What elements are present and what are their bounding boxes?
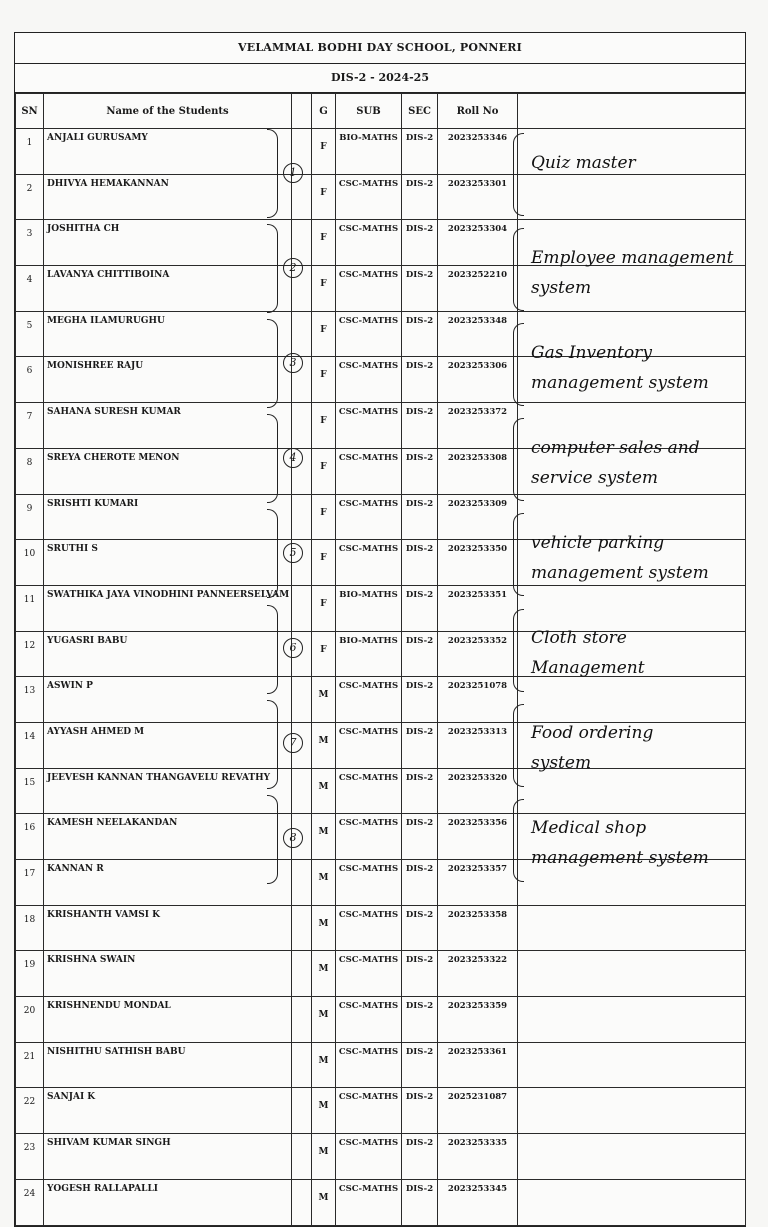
- student-roll: 2023253357: [438, 860, 518, 906]
- student-gender: M: [312, 1042, 336, 1088]
- student-gender: M: [312, 951, 336, 997]
- project-title-line1: Food ordering: [531, 723, 654, 744]
- student-sn: 17: [16, 860, 44, 906]
- student-name: SANJAI K: [44, 1088, 292, 1134]
- student-name: KRISHNENDU MONDAL: [44, 997, 292, 1043]
- project-title-line1: Gas Inventory: [531, 342, 652, 363]
- student-roll: 2023253352: [438, 631, 518, 677]
- student-roll: 2025231087: [438, 1088, 518, 1134]
- student-name: JOSHITHA CH: [44, 220, 292, 266]
- group-marker-cell: [292, 860, 312, 906]
- student-subject: CSC-MATHS: [336, 266, 402, 312]
- student-subject: CSC-MATHS: [336, 1179, 402, 1225]
- student-subject: CSC-MATHS: [336, 1134, 402, 1180]
- student-sn: 11: [16, 585, 44, 631]
- group-number-circle: 2: [283, 258, 303, 278]
- col-gender: G: [312, 94, 336, 129]
- student-subject: CSC-MATHS: [336, 540, 402, 586]
- student-section: DIS-2: [402, 585, 438, 631]
- student-subject: CSC-MATHS: [336, 357, 402, 403]
- student-section: DIS-2: [402, 357, 438, 403]
- student-subject: CSC-MATHS: [336, 1042, 402, 1088]
- project-title-line1: Medical shop: [531, 818, 647, 839]
- project-title-line2: system: [531, 753, 592, 774]
- student-roll: 2023253320: [438, 768, 518, 814]
- group-marker-cell: [292, 768, 312, 814]
- group-marker-cell: [292, 905, 312, 951]
- student-name: ANJALI GURUSAMY: [44, 129, 292, 175]
- group-number-circle: 3: [283, 353, 303, 373]
- project-brace: [513, 323, 524, 406]
- student-section: DIS-2: [402, 311, 438, 357]
- project-cell: [518, 1042, 746, 1088]
- group-brace: [267, 605, 278, 694]
- student-roll: 2023253301: [438, 174, 518, 220]
- project-title-line1: Cloth store: [531, 628, 627, 649]
- student-section: DIS-2: [402, 814, 438, 860]
- student-name: ASWIN P: [44, 677, 292, 723]
- student-name: YOGESH RALLAPALLI: [44, 1179, 292, 1225]
- student-gender: F: [312, 585, 336, 631]
- student-gender: M: [312, 860, 336, 906]
- project-brace: [513, 799, 524, 882]
- student-section: DIS-2: [402, 997, 438, 1043]
- student-sn: 1: [16, 129, 44, 175]
- student-subject: CSC-MATHS: [336, 905, 402, 951]
- group-marker-cell: [292, 403, 312, 449]
- student-name: MONISHREE RAJU: [44, 357, 292, 403]
- student-sn: 19: [16, 951, 44, 997]
- student-roll: 2023253346: [438, 129, 518, 175]
- student-name: SRUTHI S: [44, 540, 292, 586]
- group-number-circle: 1: [283, 163, 303, 183]
- student-name: AYYASH AHMED M: [44, 722, 292, 768]
- student-subject: CSC-MATHS: [336, 220, 402, 266]
- col-name: Name of the Students: [44, 94, 292, 129]
- group-marker-cell: [292, 494, 312, 540]
- student-gender: M: [312, 814, 336, 860]
- student-gender: M: [312, 1134, 336, 1180]
- col-section: SEC: [402, 94, 438, 129]
- table-row: [16, 1042, 746, 1088]
- student-sn: 6: [16, 357, 44, 403]
- group-marker-cell: [292, 951, 312, 997]
- table-row: [16, 174, 746, 220]
- project-title-line2: system: [531, 277, 592, 298]
- student-sn: 14: [16, 722, 44, 768]
- student-name: SREYA CHEROTE MENON: [44, 448, 292, 494]
- student-section: DIS-2: [402, 1088, 438, 1134]
- student-roll: 2023253304: [438, 220, 518, 266]
- group-marker-cell: [292, 1134, 312, 1180]
- student-name: LAVANYA CHITTIBOINA: [44, 266, 292, 312]
- group-marker-cell: [292, 1179, 312, 1225]
- project-title-line2: management system: [531, 563, 709, 584]
- project-cell: [518, 174, 746, 220]
- student-section: DIS-2: [402, 951, 438, 997]
- student-name: SWATHIKA JAYA VINODHINI PANNEERSELVAM: [44, 585, 292, 631]
- student-roll: 2023253335: [438, 1134, 518, 1180]
- group-number-circle: 6: [283, 638, 303, 658]
- project-cell: [518, 768, 746, 814]
- student-section: DIS-2: [402, 174, 438, 220]
- col-group-marker: [292, 94, 312, 129]
- project-brace: [513, 704, 524, 787]
- project-cell: [518, 1179, 746, 1225]
- student-section: DIS-2: [402, 129, 438, 175]
- student-section: DIS-2: [402, 220, 438, 266]
- student-sn: 10: [16, 540, 44, 586]
- group-marker-cell: [292, 311, 312, 357]
- table-header-row: [16, 94, 746, 129]
- student-sn: 23: [16, 1134, 44, 1180]
- student-subject: CSC-MATHS: [336, 860, 402, 906]
- student-gender: F: [312, 174, 336, 220]
- student-sn: 9: [16, 494, 44, 540]
- student-sn: 5: [16, 311, 44, 357]
- group-number-circle: 7: [283, 733, 303, 753]
- table-row: [16, 1088, 746, 1134]
- student-gender: M: [312, 768, 336, 814]
- table-row: [16, 677, 746, 723]
- student-subject: CSC-MATHS: [336, 494, 402, 540]
- student-name: KANNAN R: [44, 860, 292, 906]
- student-gender: F: [312, 357, 336, 403]
- group-brace: [267, 414, 278, 503]
- project-cell: [518, 585, 746, 631]
- student-roll: 2023253306: [438, 357, 518, 403]
- student-name: KRISHANTH VAMSI K: [44, 905, 292, 951]
- student-subject: CSC-MATHS: [336, 997, 402, 1043]
- student-sn: 21: [16, 1042, 44, 1088]
- student-roll: 2023253309: [438, 494, 518, 540]
- project-brace: [513, 418, 524, 501]
- table-row: [16, 1179, 746, 1225]
- student-roll: 2023253361: [438, 1042, 518, 1088]
- project-title-line1: Employee management: [531, 247, 734, 268]
- school-title: VELAMMAL BODHI DAY SCHOOL, PONNERI: [15, 33, 745, 64]
- group-brace: [267, 700, 278, 789]
- student-gender: F: [312, 403, 336, 449]
- student-section: DIS-2: [402, 266, 438, 312]
- student-section: DIS-2: [402, 1042, 438, 1088]
- student-gender: M: [312, 677, 336, 723]
- student-gender: M: [312, 1088, 336, 1134]
- project-brace: [513, 609, 524, 692]
- col-subject: SUB: [336, 94, 402, 129]
- student-subject: CSC-MATHS: [336, 311, 402, 357]
- student-sn: 20: [16, 997, 44, 1043]
- project-brace: [513, 228, 524, 311]
- group-number-circle: 4: [283, 448, 303, 468]
- col-sn: SN: [16, 94, 44, 129]
- col-roll: Roll No: [438, 94, 518, 129]
- group-marker-cell: [292, 1088, 312, 1134]
- group-marker-cell: [292, 1042, 312, 1088]
- group-number-circle: 5: [283, 543, 303, 563]
- student-subject: CSC-MATHS: [336, 174, 402, 220]
- project-title-line1: computer sales and: [531, 438, 700, 458]
- student-section: DIS-2: [402, 631, 438, 677]
- table-row: [16, 1134, 746, 1180]
- student-name: SAHANA SURESH KUMAR: [44, 403, 292, 449]
- student-sn: 4: [16, 266, 44, 312]
- student-section: DIS-2: [402, 540, 438, 586]
- student-name: SRISHTI KUMARI: [44, 494, 292, 540]
- student-sn: 7: [16, 403, 44, 449]
- student-sn: 22: [16, 1088, 44, 1134]
- group-marker-cell: [292, 585, 312, 631]
- student-subject: CSC-MATHS: [336, 677, 402, 723]
- student-section: DIS-2: [402, 448, 438, 494]
- student-roll: 2023253308: [438, 448, 518, 494]
- student-subject: CSC-MATHS: [336, 722, 402, 768]
- student-subject: CSC-MATHS: [336, 768, 402, 814]
- project-title-line1: vehicle parking: [531, 533, 665, 554]
- student-gender: F: [312, 220, 336, 266]
- student-name: DHIVYA HEMAKANNAN: [44, 174, 292, 220]
- student-sn: 12: [16, 631, 44, 677]
- student-subject: CSC-MATHS: [336, 403, 402, 449]
- col-project: [518, 94, 746, 129]
- student-section: DIS-2: [402, 860, 438, 906]
- student-name: YUGASRI BABU: [44, 631, 292, 677]
- student-sn: 13: [16, 677, 44, 723]
- group-number-circle: 8: [283, 828, 303, 848]
- student-roll: 2023253372: [438, 403, 518, 449]
- student-section: DIS-2: [402, 494, 438, 540]
- student-sn: 2: [16, 174, 44, 220]
- group-marker-cell: [292, 997, 312, 1043]
- student-gender: M: [312, 1179, 336, 1225]
- student-gender: M: [312, 905, 336, 951]
- project-title-line2: service system: [531, 468, 659, 488]
- student-section: DIS-2: [402, 403, 438, 449]
- student-section: DIS-2: [402, 1179, 438, 1225]
- group-brace: [267, 224, 278, 313]
- table-row: [16, 585, 746, 631]
- project-title-line2: Management: [531, 658, 645, 679]
- student-roll: 2023253356: [438, 814, 518, 860]
- student-gender: M: [312, 722, 336, 768]
- student-sn: 24: [16, 1179, 44, 1225]
- student-gender: F: [312, 540, 336, 586]
- student-section: DIS-2: [402, 722, 438, 768]
- student-name: KAMESH NEELAKANDAN: [44, 814, 292, 860]
- student-roll: 2023253345: [438, 1179, 518, 1225]
- student-subject: CSC-MATHS: [336, 448, 402, 494]
- student-subject: BIO-MATHS: [336, 631, 402, 677]
- student-name: SHIVAM KUMAR SINGH: [44, 1134, 292, 1180]
- class-title: DIS-2 - 2024-25: [15, 64, 745, 93]
- student-gender: F: [312, 494, 336, 540]
- student-gender: F: [312, 448, 336, 494]
- student-sn: 16: [16, 814, 44, 860]
- student-roll: 2023253351: [438, 585, 518, 631]
- project-cell: [518, 951, 746, 997]
- project-title-line1: Quiz master: [531, 152, 636, 173]
- project-cell: [518, 997, 746, 1043]
- student-roll: 2023252210: [438, 266, 518, 312]
- student-roll: 2023251078: [438, 677, 518, 723]
- project-cell: [518, 677, 746, 723]
- student-name: JEEVESH KANNAN THANGAVELU REVATHY: [44, 768, 292, 814]
- student-gender: F: [312, 311, 336, 357]
- group-brace: [267, 509, 278, 598]
- group-brace: [267, 319, 278, 408]
- student-section: DIS-2: [402, 1134, 438, 1180]
- table-row: [16, 905, 746, 951]
- student-section: DIS-2: [402, 768, 438, 814]
- project-cell: [518, 1088, 746, 1134]
- student-subject: CSC-MATHS: [336, 814, 402, 860]
- student-roll: 2023253322: [438, 951, 518, 997]
- student-sn: 8: [16, 448, 44, 494]
- student-subject: CSC-MATHS: [336, 1088, 402, 1134]
- project-cell: [518, 905, 746, 951]
- student-sn: 3: [16, 220, 44, 266]
- student-roll: 2023253358: [438, 905, 518, 951]
- student-roll: 2023253359: [438, 997, 518, 1043]
- project-cell: [518, 1134, 746, 1180]
- student-name: KRISHNA SWAIN: [44, 951, 292, 997]
- group-brace: [267, 795, 278, 884]
- student-sn: 18: [16, 905, 44, 951]
- student-gender: M: [312, 997, 336, 1043]
- student-subject: CSC-MATHS: [336, 951, 402, 997]
- student-gender: F: [312, 631, 336, 677]
- project-title-line2: management system: [531, 848, 709, 869]
- student-subject: BIO-MATHS: [336, 129, 402, 175]
- student-sn: 15: [16, 768, 44, 814]
- student-name: MEGHA ILAMURUGHU: [44, 311, 292, 357]
- student-roll: 2023253348: [438, 311, 518, 357]
- table-row: [16, 768, 746, 814]
- project-title-line2: management system: [531, 372, 709, 393]
- student-roll: 2023253313: [438, 722, 518, 768]
- table-row: [16, 951, 746, 997]
- student-subject: BIO-MATHS: [336, 585, 402, 631]
- student-name: NISHITHU SATHISH BABU: [44, 1042, 292, 1088]
- project-brace: [513, 513, 524, 596]
- group-brace: [267, 129, 278, 218]
- student-section: DIS-2: [402, 677, 438, 723]
- group-marker-cell: [292, 677, 312, 723]
- student-list-sheet: [14, 32, 746, 1227]
- student-section: DIS-2: [402, 905, 438, 951]
- student-gender: F: [312, 266, 336, 312]
- student-roll: 2023253350: [438, 540, 518, 586]
- student-gender: F: [312, 129, 336, 175]
- table-row: [16, 997, 746, 1043]
- project-brace: [513, 133, 524, 216]
